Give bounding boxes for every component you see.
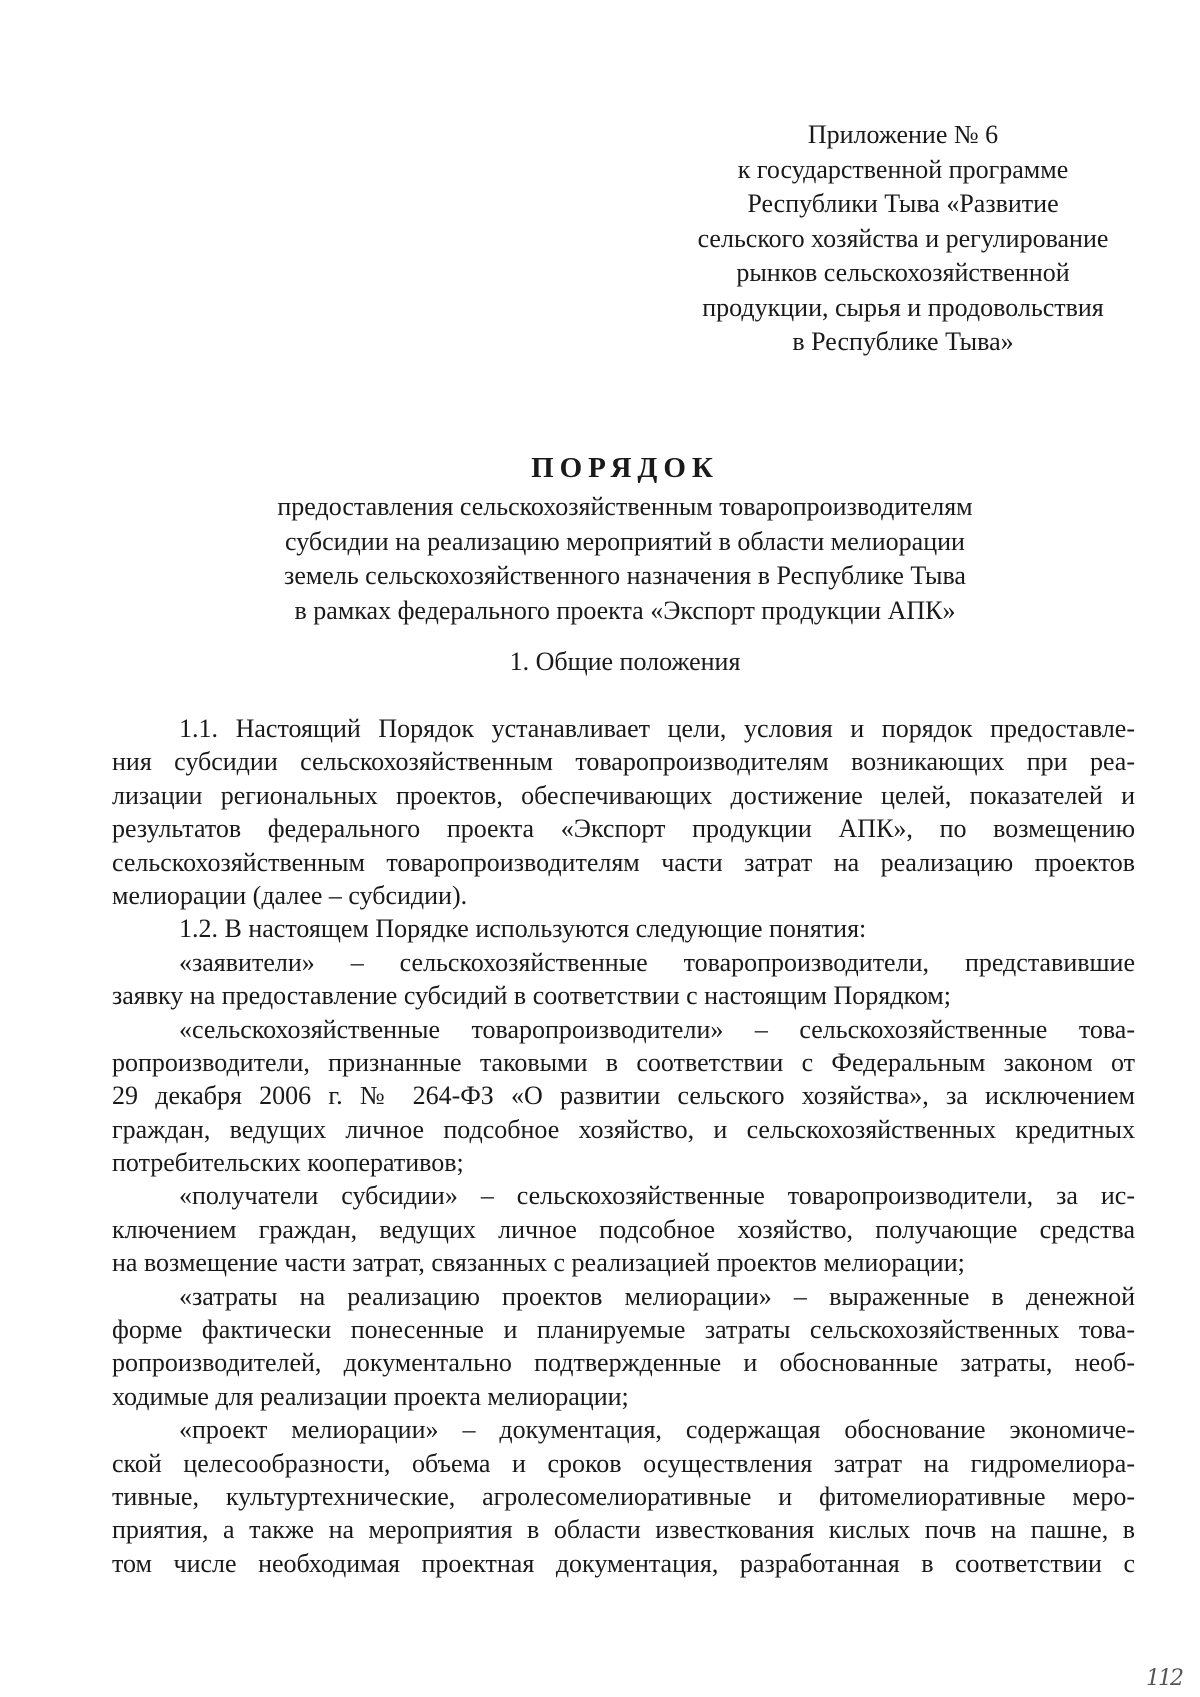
- subtitle-line: в рамках федерального проекта «Экспорт продукции АПК»: [294, 595, 956, 625]
- body-line: том числе необходимая проектная документация, разработанная в соответствии с: [112, 1548, 1135, 1578]
- appendix-line: Приложение № 6: [807, 120, 999, 149]
- body-text: [112, 712, 1135, 1580]
- appendix-line: продукции, сырья и продовольствия: [702, 292, 1104, 322]
- body-line: на возмещение части затрат, связанных с реализацией проектов мелиорации;: [112, 1248, 965, 1278]
- body-line: результатов федерального проекта «Экспорт продукции АПК», по возмещению: [112, 814, 1135, 844]
- body-line: 1.1. Настоящий Порядок устанавливает цели, условия и порядок предоставле-: [179, 714, 1135, 743]
- body-line: «затраты на реализацию проектов мелиорации» – выраженные в денежной: [179, 1281, 1135, 1311]
- appendix-line: к государственной программе: [737, 154, 1069, 184]
- subtitle-line: предоставления сельскохозяйственным товаропроизводителям: [277, 492, 973, 521]
- body-line: 29 декабря 2006 г. № 264-ФЗ «О развитии сельского хозяйства», за исключением: [112, 1081, 1135, 1111]
- body-line: «проект мелиорации» – документация, содержащая обоснование экономиче-: [179, 1415, 1135, 1445]
- body-line: ключением граждан, ведущих личное подсобное хозяйство, получающие средства: [112, 1214, 1135, 1244]
- appendix-line: Республики Тыва «Развитие: [747, 189, 1059, 218]
- body-line: ропроизводители, признанные таковыми в соответствии с Федеральным законом от: [112, 1047, 1135, 1077]
- body-line: форме фактически понесенные и планируемые затраты сельскохозяйственных това-: [112, 1315, 1135, 1345]
- document-title: ПОРЯДОК: [531, 452, 719, 484]
- subtitle-line: земель сельскохозяйственного назначения в Республике Тыва: [284, 561, 966, 590]
- body-line: 1.2. В настоящем Порядке используются следующие понятия:: [179, 914, 867, 944]
- body-line: «получатели субсидии» – сельскохозяйственные товаропроизводители, за ис-: [179, 1181, 1135, 1211]
- appendix-line: рынков сельскохозяйственной: [736, 258, 1070, 287]
- appendix-header: [668, 118, 1138, 360]
- body-line: лизации региональных проектов, обеспечивающих достижение целей, показателей и: [112, 780, 1135, 810]
- body-line: приятия, а также на мероприятия в области известкования кислых почв на пашне, в: [112, 1515, 1135, 1545]
- page-number-mark: 112: [1146, 1666, 1182, 1691]
- body-line: «заявители» – сельскохозяйственные товаропроизводители, представившие: [179, 947, 1135, 977]
- body-line: «сельскохозяйственные товаропроизводители» – сельскохозяйственные това-: [179, 1014, 1135, 1044]
- body-line: мелиорации (далее – субсидии).: [112, 880, 468, 910]
- body-line: тивные, культуртехнические, агролесомелиоративные и фитомелиоративные меро-: [112, 1481, 1135, 1511]
- body-line: граждан, ведущих личное подсобное хозяйство, и сельскохозяйственных кредитных: [112, 1114, 1135, 1144]
- body-line: ропроизводителей, документально подтвержденные и обоснованные затраты, необ-: [112, 1348, 1135, 1378]
- appendix-line: в Республике Тыва»: [792, 327, 1014, 356]
- section-heading: 1. Общие положения: [509, 647, 741, 676]
- body-line: ходимые для реализации проекта мелиорации;: [112, 1381, 629, 1411]
- appendix-line: сельского хозяйства и регулирование: [697, 223, 1109, 253]
- body-line: сельскохозяйственным товаропроизводителям части затрат на реализацию проектов: [112, 847, 1135, 877]
- title-block: [160, 448, 1090, 628]
- document-subtitle: [160, 490, 1090, 628]
- body-line: потребительских кооперативов;: [112, 1148, 464, 1178]
- subtitle-line: субсидии на реализацию мероприятий в области мелиорации: [285, 526, 965, 556]
- body-line: заявку на предоставление субсидий в соответствии с настоящим Порядком;: [112, 981, 951, 1011]
- body-line: ской целесообразности, объема и сроков осуществления затрат на гидромелиора-: [112, 1448, 1135, 1478]
- body-line: ния субсидии сельскохозяйственным товаропроизводителям возникающих при реа-: [112, 747, 1135, 777]
